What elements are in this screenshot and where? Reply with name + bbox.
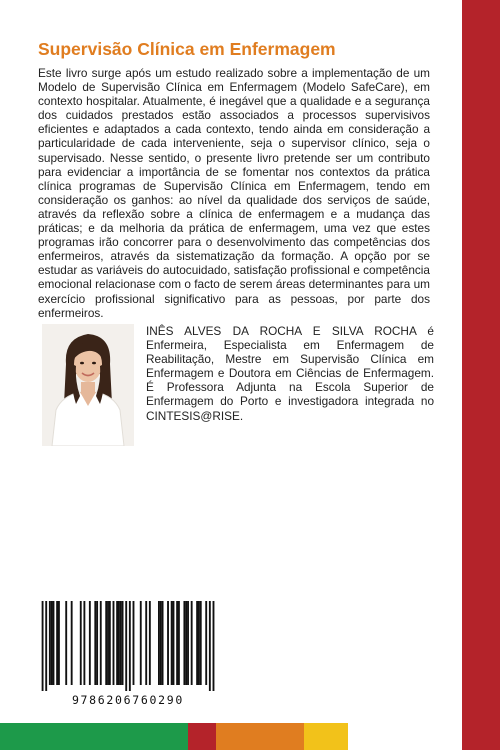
strip-yellow	[304, 723, 348, 750]
barcode-bar	[185, 601, 187, 685]
barcode-bar	[116, 601, 118, 685]
barcode-bar	[176, 601, 178, 685]
barcode-bar	[109, 601, 111, 685]
strip-green	[0, 723, 188, 750]
cover-side-band	[462, 0, 500, 750]
barcode-bar	[196, 601, 198, 685]
barcode-bar	[65, 601, 67, 685]
barcode-bar	[100, 601, 102, 685]
barcode-bar	[205, 601, 207, 685]
barcode-bar	[183, 601, 185, 685]
barcode-bar	[171, 601, 173, 685]
barcode-bar	[89, 601, 91, 685]
isbn-number: 9786206760290	[71, 693, 185, 707]
barcode-bar	[49, 601, 51, 685]
barcode-bar	[160, 601, 162, 685]
barcode-bar	[80, 601, 82, 685]
barcode-bar	[51, 601, 53, 685]
barcode-bar	[145, 601, 147, 685]
barcode-bar	[167, 601, 169, 685]
barcode-bar	[122, 601, 124, 685]
author-section	[42, 324, 434, 450]
barcode-bar	[149, 601, 151, 685]
barcode-bar	[58, 601, 60, 685]
barcode-bar	[118, 601, 120, 685]
barcode-bar	[42, 601, 44, 691]
strip-red	[188, 723, 216, 750]
barcode-bar	[200, 601, 202, 685]
barcode-bar	[162, 601, 164, 685]
book-title: Supervisão Clínica em Enfermagem	[38, 39, 336, 59]
barcode-bar	[191, 601, 193, 685]
barcode-bar	[187, 601, 189, 685]
barcode-bar	[129, 601, 131, 691]
barcode-bars	[38, 601, 218, 691]
back-cover-text	[38, 38, 430, 320]
barcode-bar	[125, 601, 127, 691]
barcode-bar	[94, 601, 96, 685]
barcode-bar	[158, 601, 160, 685]
barcode-bar	[213, 601, 215, 691]
barcode-bar	[178, 601, 180, 685]
barcode-bar	[113, 601, 115, 685]
isbn-barcode	[38, 601, 218, 709]
strip-orange	[216, 723, 304, 750]
barcode-bar	[71, 601, 73, 685]
color-strip	[0, 723, 500, 750]
barcode-bar	[96, 601, 98, 685]
book-description: Este livro surge após um estudo realizado sobre a implementação de um Modelo de Supervisão Clínica em Enfermagem (Modelo SafeCare), em contexto hospitalar. Atualmente, é inegável que a qualidade e a segurança dos cuidados prestados estão associados a processos supervisivos eficientes e adaptados a cada contexto, tendo ainda em consideração a particularidade de cada interveniente, seja o supervisor clínico, seja o supervisado. Nesse sentido, o presente livro pretende ser um contributo para evidenciar a importância de se fomentar nos contextos da prática clínica programas de Supervisão Clínica em Enfermagem, tendo em consideração os ganhos: ao nível da qualidade dos serviços de saúde, através da reflexão sobre a clínica de enfermagem e a mudança das práticas; e da melhoria da prática de enfermagem, uma vez que estes programas irão concorrer para o desenvolvimento das competências dos enfermeiros, através da sistematização da formação. A opção por se estudar as variáveis do autocuidado, satisfação profissional e competência emocional relacionase com o facto de serem áreas determinantes para um exercício profissional significativo para as pessoas, por parte dos enfermeiros.	[38, 66, 430, 320]
barcode-bar	[173, 601, 175, 685]
barcode-bar	[198, 601, 200, 685]
author-photo	[42, 324, 134, 446]
author-bio: INÊS ALVES DA ROCHA E SILVA ROCHA é Enfermeira, Especialista em Enfermagem de Reabilitação, Mestre em Supervisão Clínica em Enfermagem e Doutora em Ciências de Enfermagem. É Professora Adjunta na Escola Superior de Enfermagem do Porto e investigadora integrada no CINTESIS@RISE.	[146, 324, 434, 423]
barcode-bar	[56, 601, 58, 685]
barcode-bar	[140, 601, 142, 685]
barcode-bar	[45, 601, 47, 691]
barcode-bar	[105, 601, 107, 685]
barcode-bar	[107, 601, 109, 685]
barcode-bar	[209, 601, 211, 691]
barcode-bar	[120, 601, 122, 685]
barcode-bar	[53, 601, 55, 685]
barcode-bar	[133, 601, 135, 685]
barcode-bar	[83, 601, 85, 685]
